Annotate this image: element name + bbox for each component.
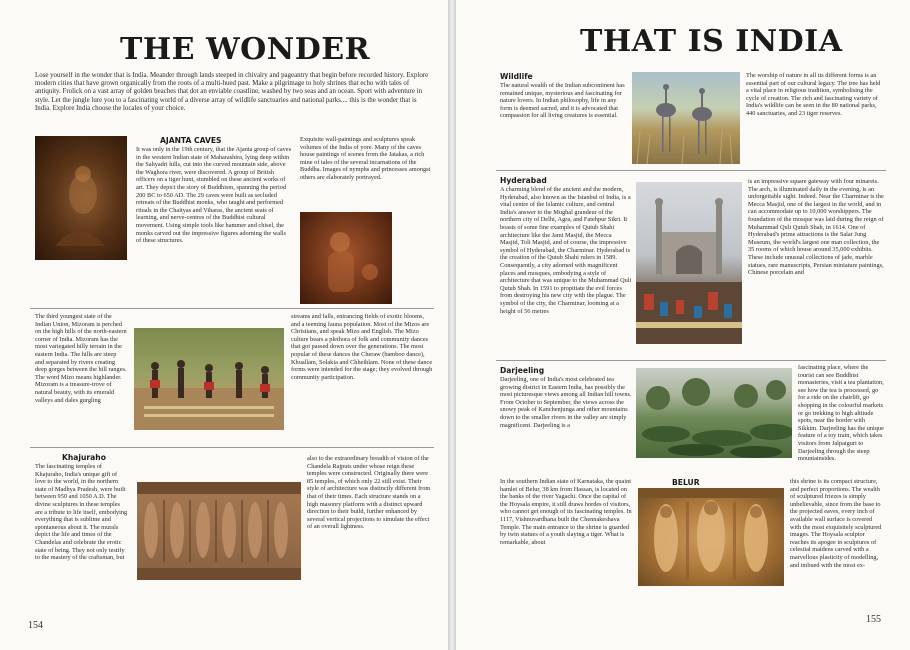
left-page	[0, 0, 448, 650]
mizoram-body: The third youngest state of the Indian Union, Mizoram is perched on the high hills of the north-eastern corner of India. Mizoram has the most variegated hilly terrain in the eastern India. The hills are steep and separated by rivers creating deep gorges between the hill ranges. The word Mizo means highlander. Mizoram is a treasure-trove of natural beauty, with its emerald valleys and dales gurgling	[35, 313, 127, 404]
wildlife-body-continued: The worship of nature in all its different forms is an essential part of our cultural legacy. The tree has held a vital place in religious tradition, symbolising the cycle of creation. The rich and fascinating variety of India's wildlife can be seen in the 80 national parks, 440 sanctuaries, and 23 tiger reserves.	[746, 72, 881, 117]
mizo-dancers-art	[134, 328, 284, 430]
ajanta-body-continued: Exquisite wall-paintings and sculptures speak volumes of the India of yore. Many of the caves house paintings of scenes from the Jatakas, a rich mine of tales of the several incarnations of the Buddha. Images of nymphs and princesses amongst others are elaborately portrayed.	[300, 136, 431, 181]
darjeeling-body: Darjeeling, one of India's most celebrated tea growing district in Eastern India, has possibly the most picturesque views among all Indian hill towns. From October to September, the views across the snowy peak of Kanchenjunga and other mountains down to the smaller rivers in the valley are simply magnificent. Darjeeling is a	[500, 376, 632, 429]
mizo-dance-image	[134, 328, 284, 430]
book-gutter	[448, 0, 456, 650]
ajanta-heading: AJANTA CAVES	[160, 136, 222, 145]
hyderabad-body: A charming blend of the ancient and the modern, Hyderabad, also known as the Istanbul of India, is a vital centre of the Islamic culture, and central India's answer to the Mughal grandeur of the northern city of Delhi, Agra, and Fatehpur Sikri. It boasts of some fine examples of Qutub Shahi architecture like the Jami Masjid, the Mecca Masjid, Toli Masjid, and of course, the impressive symbol of Hyderabad, the Charminar. Hyderabad is the creation of the Qutub Shahi rulers in 1589. Consequently, a city adorned with magnificent places and mosques, embodying a style of architecture that was unique to the Muhammad Quli Qutub Shah. In 1591 to propitiate the evil forces from destroying his new city with the plague. The symbol of the city, the Charminar, looming at a height of 56 metres	[500, 186, 632, 315]
khajuraho-body: The fascinating temples of Khajuraho, India's unique gift of love to the world, in the northern state of Madhya Pradesh, were built between 950 and 1050 A.D. The divine sculptures in these temples are a tribute to life itself, embodying everything that is sublime and spontaneous about it. The murals depict the life and times of the Chandelas and celebrate the erotic state of being. They not only testify to the mastery of the craftsman, but	[35, 463, 128, 562]
divider-rule	[496, 170, 886, 171]
khajuraho-sculpture-art	[137, 482, 301, 580]
ajanta-body: It was only in the 19th century, that the Ajanta group of caves in the western Indian state of Maharashtra, lying deep within the Sahyadri hills, cut into the curved mountain side, above the Waghora river, were discovered. A group of British officers on a tiger hunt, stumbled on these ancient works of art. They depict the story of Buddhism, spanning the period 200 BC to 650 AD. The 29 caves were built as secluded retreats of the Buddhist monks, who taught and performed rituals in the Chaityas and Viharas, the ancient seats of learning, and nerve-centres of the Buddhist cultural movement. Using simple tools like hammer and chisel, the monks carved out the impressive figures adorning the walls of these structures.	[136, 146, 292, 245]
divider-rule	[496, 360, 886, 361]
left-page-number: 154	[28, 620, 43, 631]
belur-heading: BELUR	[672, 478, 700, 487]
hyderabad-body-continued: is an impressive square gateway with four minarets. The arch, is illuminated daily in the evening, is an unforgettable sight. Indeed. Near the Charminar is the Mecca Masjid, one of the largest in the world, and in can accommodate up to 10,000 worshippers. The foundation of the mosque was laid during the reign of Muhammad Quli Qutub Shah, in 1614. One of Hyderabad's prime attractions is the Salar Jung Museum, the world's largest one man collection, the 35 rooms of which house around 35,000 exhibits. These include unusual collections of jade, marble statues, rare manuscripts, Persian miniature paintings, Chinese porcelain and	[748, 178, 884, 277]
ajanta-cave-painting-image	[35, 136, 127, 260]
ajanta-sculpture-art	[300, 212, 392, 304]
wildlife-cranes-image	[632, 72, 740, 164]
right-page-number: 155	[866, 614, 881, 625]
divider-rule	[30, 447, 434, 448]
belur-body-continued: this shrine is its compact structure, and perfect proportions. The wealth of sculptured friezes is simply unbelievable, since from the base to the projected eaves, every inch of available wall surface is covered with the most exquisitely sculptured images. The Hoysala sculptor reaches its apogee in sculptures of celestial maidens carved with a marvellous plasticity of modelling, and imbued with the most ex-	[790, 478, 882, 569]
cranes-art	[632, 72, 740, 164]
ajanta-sculpture-image	[300, 212, 392, 304]
belur-body: In the southern Indian state of Karnataka, the quaint hamlet of Belur, 38 km from Hassan, is located on the banks of the river Yagachi. Once the capital of the Hoysala empire, it still draws hordes of visitors, who cannot get enough of its fascinating temples. In 1117, Vishnuvardhana built the Chennakeshava Temple. The main entrance to the shrine is guarded by twin statues of a youth slaying a tiger. What is remarkable, about	[500, 478, 632, 546]
darjeeling-tea-garden-image	[636, 368, 792, 458]
wildlife-heading: Wildlife	[500, 72, 533, 81]
khajuraho-heading: Khajuraho	[62, 453, 106, 462]
wildlife-body: The natural wealth of the Indian subcontinent has remained unique, mysterious and fascinating for nature lovers. In Indian philosophy, life in any form is deemed sacred, and it is advocated that compassion for all living creatures is essential.	[500, 82, 625, 120]
khajuraho-temple-image	[137, 482, 301, 580]
tea-garden-art	[636, 368, 792, 458]
belur-sculpture-art	[638, 488, 784, 586]
charminar-art	[636, 182, 742, 344]
darjeeling-body-continued: fascinating place, where the tourist can see Buddhist monasteries, visit a tea plantation, see how the tea is processed, go for a ride on the chairlift, go shopping in the colourful markets or go trekking to high altitude spots, near the border with Sikkim. Darjeeling has the unique feature of a toy train, which takes visitors from Jalpaiguri to Darjeeling through the steep mountainsides.	[798, 364, 884, 463]
belur-sculpture-image	[638, 488, 784, 586]
right-page	[456, 0, 910, 650]
hyderabad-heading: Hyderabad	[500, 176, 547, 185]
charminar-image	[636, 182, 742, 344]
ajanta-figure-art	[35, 136, 127, 260]
mizoram-body-continued: streams and falls, entrancing fields of exotic blooms, and a teeming fauna population. Most of the Mizos are Christians, and speak Mizo and English. The Mizo culture bears a plethora of folk and community dances that got passed down over the generations. The most popular of these dances the Cheraw (bamboo dance), Khuallam, Solakia and Chheihlam. None of these dance forms were intended for the stage; they evolved through community participation.	[291, 313, 433, 381]
darjeeling-heading: Darjeeling	[500, 366, 545, 375]
right-page-title: THAT IS INDIA	[580, 24, 843, 59]
left-page-title: THE WONDER	[120, 32, 371, 67]
intro-paragraph: Lose yourself in the wonder that is India. Meander through lands steeped in chivalry and pageantry that begin before recorded history. Explore modern cities that have grown organically from the roots of a multi-hued past. Make a pilgrimage to holy shrines that echo with tales of antiquity. Frolick on a vast array of golden beaches that dot an enviable coastline, washed by two seas and an ocean. Sport with adventure in style. Let the jungle lure you to a fascinating world of a diverse array of wildlife sanctuaries and national parks.... this is the wonder that is India. Explore India choose the locales of your choice.	[35, 72, 429, 112]
divider-rule	[30, 308, 434, 309]
khajuraho-body-continued: also to the extraordinary breadth of vision of the Chandela Rajputs under whose reign these temples were constructed. Originally there were 85 temples, of which only 22 still exist. Their style of architecture was distinctly different from that of their times. Each structure stands on a high masonry platform with a distinct upward direction to their build, further enhanced by several vertical projections to simulate the effect of an overall lightness.	[307, 455, 431, 531]
